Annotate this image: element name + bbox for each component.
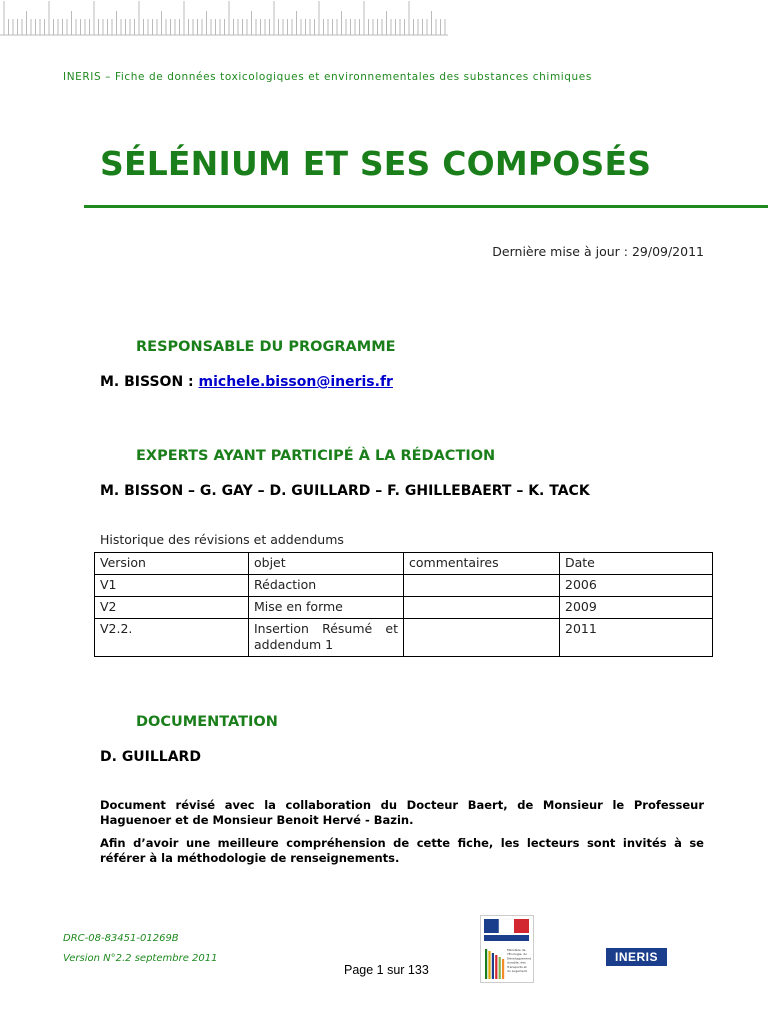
collaboration-note: Document révisé avec la collaboration du Docteur Baert, de Monsieur le Professeur Haguenoer et de Monsieur Benoit Hervé - Bazin. [100, 798, 704, 827]
header-cell: objet [249, 553, 404, 575]
table-cell: 2006 [560, 575, 713, 597]
documentation-heading: DOCUMENTATION [136, 714, 278, 730]
document-version: Version N°2.2 septembre 2011 [63, 953, 218, 964]
table-row [95, 597, 713, 619]
header-cell: commentaires [404, 553, 560, 575]
header-cell: Date [560, 553, 713, 575]
table-header-row [95, 553, 713, 575]
experts-names: M. BISSON – G. GAY – D. GUILLARD – F. GHILLEBAERT – K. TACK [100, 483, 590, 499]
table-row [95, 619, 713, 657]
program-heading: RESPONSABLE DU PROGRAMME [136, 339, 396, 355]
revisions-caption: Historique des révisions et addendums [100, 532, 344, 547]
page-number: Page 1 sur 133 [344, 963, 429, 977]
document-title: SÉLÉNIUM ET SES COMPOSÉS [100, 144, 652, 183]
table-cell: V2.2. [95, 619, 249, 657]
ineris-logo: INERIS [606, 948, 667, 966]
running-header: INERIS – Fiche de données toxicologiques et environnementales des substances chimiques [63, 71, 592, 83]
experts-heading: EXPERTS AYANT PARTICIPÉ À LA RÉDACTION [136, 448, 496, 464]
table-cell: V1 [95, 575, 249, 597]
email-link[interactable]: michele.bisson@ineris.fr [198, 374, 393, 390]
table-cell [404, 597, 560, 619]
program-responsible [100, 374, 393, 390]
header-cell: Version [95, 553, 249, 575]
ministry-logo [480, 915, 534, 983]
table-cell: Mise en forme [249, 597, 404, 619]
table-cell: V2 [95, 597, 249, 619]
table-cell: Rédaction [249, 575, 404, 597]
table-cell [404, 619, 560, 657]
ruler-graphic [0, 0, 448, 36]
methodology-note: Afin d’avoir une meilleure compréhension de cette fiche, les lecteurs sont invités à se référer à la méthodologie de renseignements. [100, 836, 704, 865]
table-cell [404, 575, 560, 597]
last-update-date: Dernière mise à jour : 29/09/2011 [492, 244, 704, 259]
documentation-name: D. GUILLARD [100, 749, 201, 765]
document-reference: DRC-08-83451-01269B [63, 933, 179, 944]
table-row [95, 575, 713, 597]
title-divider [84, 205, 768, 208]
table-cell: Insertion Résumé et addendum 1 [249, 619, 404, 657]
table-cell: 2011 [560, 619, 713, 657]
table-cell: 2009 [560, 597, 713, 619]
ministry-caption: Ministère de l'Écologie, du Développement durable, des Transports et du Logement [507, 948, 531, 973]
responsible-name: M. BISSON : [100, 374, 194, 390]
revisions-table [94, 552, 713, 657]
